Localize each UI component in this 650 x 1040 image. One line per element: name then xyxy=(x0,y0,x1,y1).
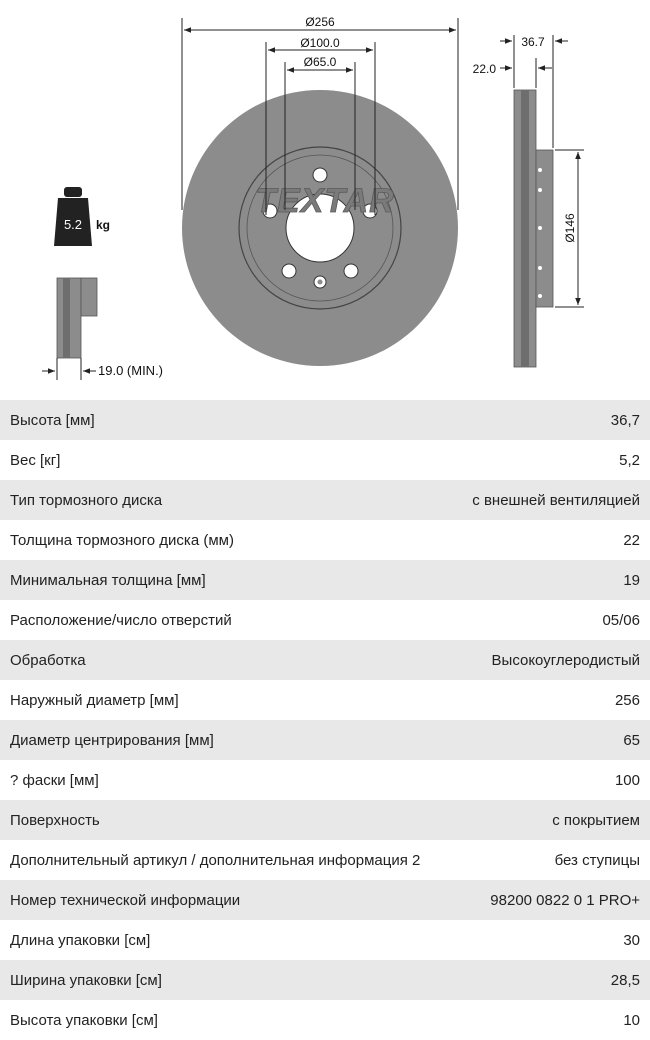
spec-value: Высокоуглеродистый xyxy=(491,651,640,669)
spec-value: с внешней вентиляцией xyxy=(472,491,640,509)
spec-row xyxy=(0,960,650,1000)
brand-logo: TEXTAR xyxy=(255,182,395,220)
thickness-label: 22.0 xyxy=(472,62,496,76)
spec-value: 98200 0822 0 1 PRO+ xyxy=(490,891,640,909)
spec-row xyxy=(0,600,650,640)
spec-label: Толщина тормозного диска (мм) xyxy=(10,531,234,549)
pcd-label: Ø100.0 xyxy=(300,36,340,50)
spec-row xyxy=(0,480,650,520)
min-thickness-label: 19.0 (MIN.) xyxy=(98,363,164,378)
min-thickness-section xyxy=(42,278,97,380)
spec-value: 256 xyxy=(614,691,640,709)
spec-value: с покрытием xyxy=(552,811,640,829)
spec-label: Наружный диаметр [мм] xyxy=(10,691,179,709)
spec-value: 10 xyxy=(623,1011,640,1029)
spec-value: 05/06 xyxy=(602,611,640,629)
spec-row xyxy=(0,680,650,720)
spec-label: Диаметр центрирования [мм] xyxy=(10,731,214,749)
spec-row xyxy=(0,800,650,840)
weight-unit: kg xyxy=(96,218,111,232)
brake-disc-drawing xyxy=(0,0,650,400)
spec-value: 22 xyxy=(623,531,640,549)
spec-label: Тип тормозного диска xyxy=(10,491,163,509)
disc-side-view xyxy=(514,90,553,367)
spec-value: 19 xyxy=(623,571,640,589)
weight-value: 5.2 xyxy=(63,217,83,232)
spec-label: Высота упаковки [см] xyxy=(10,1011,158,1029)
spec-row xyxy=(0,560,650,600)
spec-row xyxy=(0,640,650,680)
disc-front-view xyxy=(182,90,458,366)
spec-table xyxy=(0,400,650,1040)
spec-value: без ступицы xyxy=(554,851,640,869)
spec-row xyxy=(0,840,650,880)
spec-row xyxy=(0,880,650,920)
spec-row xyxy=(0,760,650,800)
spec-value: 28,5 xyxy=(610,971,640,989)
spec-row xyxy=(0,440,650,480)
center-bore-label: Ø65.0 xyxy=(303,55,337,69)
spec-value: 30 xyxy=(623,931,640,949)
spec-label: Длина упаковки [см] xyxy=(10,931,151,949)
spec-label: Ширина упаковки [см] xyxy=(10,971,162,989)
spec-value: 65 xyxy=(623,731,640,749)
spec-label: Минимальная толщина [мм] xyxy=(10,571,206,589)
spec-row xyxy=(0,520,650,560)
spec-row xyxy=(0,920,650,960)
spec-label: Дополнительный артикул / дополнительная информация 2 xyxy=(10,851,421,869)
height-label: 36.7 xyxy=(521,35,545,49)
spec-row xyxy=(0,1000,650,1040)
spec-label: ? фаски [мм] xyxy=(10,771,99,789)
spec-label: Обработка xyxy=(10,651,86,669)
spec-value: 100 xyxy=(614,771,640,789)
spec-value: 5,2 xyxy=(619,451,640,469)
outer-diameter-label: Ø256 xyxy=(305,15,335,29)
spec-label: Высота [мм] xyxy=(10,411,95,429)
spec-row xyxy=(0,400,650,440)
spec-value: 36,7 xyxy=(610,411,640,429)
spec-label: Вес [кг] xyxy=(10,451,61,469)
spec-label: Номер технической информации xyxy=(10,891,241,909)
spec-label: Расположение/число отверстий xyxy=(10,611,232,629)
inner-diameter-label: Ø146 xyxy=(563,213,577,243)
spec-row xyxy=(0,720,650,760)
spec-label: Поверхность xyxy=(10,811,100,829)
